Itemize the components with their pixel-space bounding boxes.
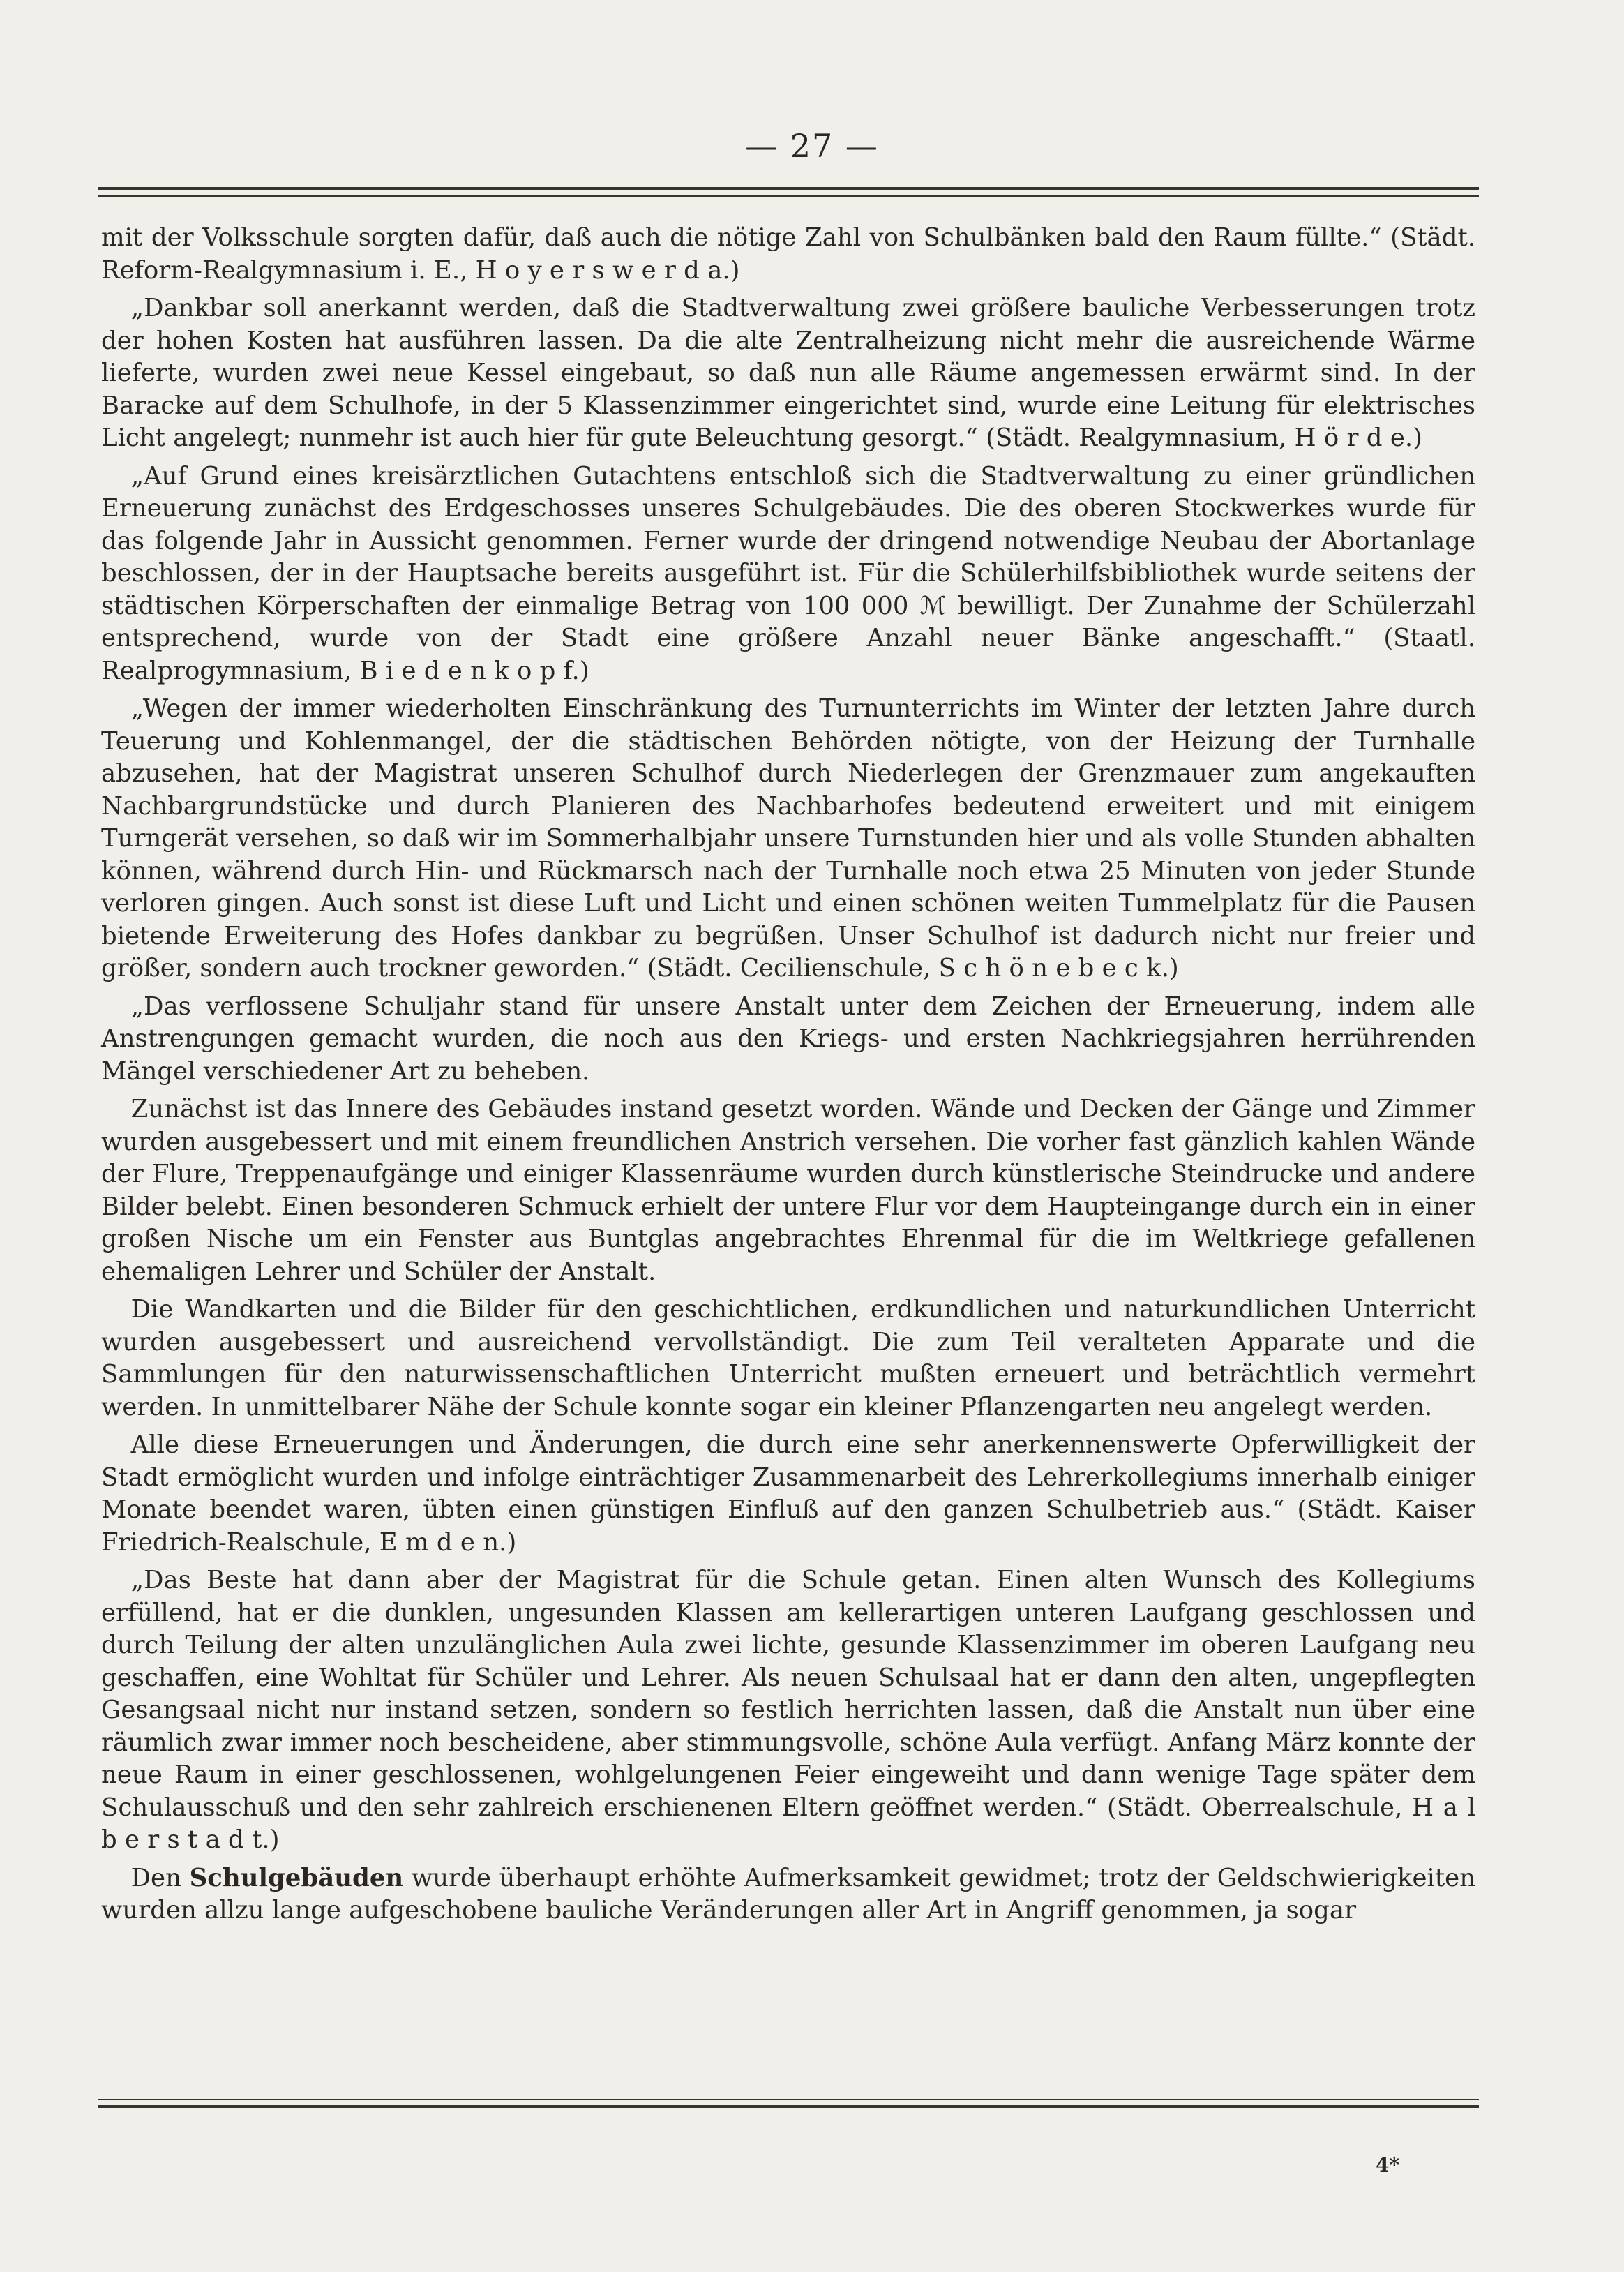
paragraph-1: mit der Volksschule sorgten dafür, daß auch die nötige Zahl von Schulbänken bald den Raum füllte.“ (Städt. Reform-Realgymnasium i. E., H o y e r s w e r d a.) xyxy=(101,223,1475,285)
paragraph-10-lead: Den xyxy=(130,1863,190,1892)
header-rule-thin xyxy=(98,195,1479,197)
header-rule-thick xyxy=(98,187,1479,190)
page-number: — 27 — xyxy=(745,127,879,165)
body-text xyxy=(101,222,1475,1933)
paragraph-5: „Das verflossene Schuljahr stand für unsere Anstalt unter dem Zeichen der Erneuerung, indem alle Anstrengungen gemacht wurden, die noch aus den Kriegs- und ersten Nachkriegsjahren herrührenden Mängel verschiedener Art zu beheben. xyxy=(101,992,1475,1086)
footer-rule-thick xyxy=(98,2105,1479,2108)
footer-rule-thin xyxy=(98,2099,1479,2100)
paragraph-8: Alle diese Erneuerungen und Änderungen, die durch eine sehr anerkennenswerte Opferwilligkeit der Stadt ermöglicht wurden und infolge einträchtiger Zusammenarbeit des Lehrerkollegiums innerhalb einiger Monate beendet waren, übten einen günstigen Einfluß auf den ganzen Schulbetrieb aus.“ (Städt. Kaiser Friedrich-Realschule, E m d e n.) xyxy=(101,1430,1475,1557)
signature-mark: 4* xyxy=(1376,2153,1400,2176)
paragraph-10-rest: wurde überhaupt erhöhte Aufmerksamkeit gewidmet; trotz der Geldschwierigkeiten wurden allzu lange aufgeschobene bauliche Veränderungen aller Art in Angriff genommen, ja sogar xyxy=(101,1863,1475,1925)
paragraph-10-bold: Schulgebäuden xyxy=(189,1863,404,1892)
paragraph-2: „Dankbar soll anerkannt werden, daß die Stadtverwaltung zwei größere bauliche Verbesserungen trotz der hohen Kosten hat ausführen lassen. Da die alte Zentralheizung nicht mehr die ausreichende Wärme lieferte, wurden zwei neue Kessel eingebaut, so daß nun alle Räume angemessen erwärmt sind. In der Baracke auf dem Schulhofe, in der 5 Klassenzimmer eingerichtet sind, wurde eine Leitung für elektrisches Licht angelegt; nunmehr ist auch hier für gute Beleuchtung gesorgt.“ (Städt. Realgymnasium, H ö r d e.) xyxy=(101,294,1475,452)
paragraph-7: Die Wandkarten und die Bilder für den geschichtlichen, erdkundlichen und naturkundlichen Unterricht wurden ausgebessert und ausreichend vervollständigt. Die zum Teil veralteten Apparate und die Sammlungen für den naturwissenschaftlichen Unterricht mußten erneuert und beträchtlich vermehrt werden. In unmittelbarer Nähe der Schule konnte sogar ein kleiner Pflanzengarten neu angelegt werden. xyxy=(101,1295,1475,1421)
paragraph-3: „Auf Grund eines kreisärztlichen Gutachtens entschloß sich die Stadtverwaltung zu einer gründlichen Erneuerung zunächst des Erdgeschosses unseres Schulgebäudes. Die des oberen Stockwerkes wurde für das folgende Jahr in Aussicht genommen. Ferner wurde der dringend notwendige Neubau der Abortanlage beschlossen, der in der Hauptsache bereits ausgeführt ist. Für die Schülerhilfsbibliothek wurde seitens der städtischen Körperschaften der einmalige Betrag von 100 000 ℳ bewilligt. Der Zunahme der Schülerzahl entsprechend, wurde von der Stadt eine größere Anzahl neuer Bänke angeschafft.“ (Staatl. Realprogymnasium, B i e d e n k o p f.) xyxy=(101,461,1475,685)
paragraph-6: Zunächst ist das Innere des Gebäudes instand gesetzt worden. Wände und Decken der Gänge und Zimmer wurden ausgebessert und mit einem freundlichen Anstrich versehen. Die vorher fast gänzlich kahlen Wände der Flure, Treppenaufgänge und einiger Klassenräume wurden durch künstlerische Steindrucke und andere Bilder belebt. Einen besonderen Schmuck erhielt der untere Flur vor dem Haupteingange durch ein in einer großen Nische um ein Fenster aus Buntglas angebrachtes Ehrenmal für die im Weltkriege gefallenen ehemaligen Lehrer und Schüler der Anstalt. xyxy=(101,1095,1475,1286)
paragraph-10 xyxy=(101,1862,1475,1927)
paragraph-9: „Das Beste hat dann aber der Magistrat für die Schule getan. Einen alten Wunsch des Kollegiums erfüllend, hat er die dunklen, ungesunden Klassen am kellerartigen unteren Laufgang geschlossen und durch Teilung der alten unzulänglichen Aula zwei lichte, gesunde Klassenzimmer im oberen Laufgang neu geschaffen, eine Wohltat für Schüler und Lehrer. Als neuen Schulsaal hat er dann den alten, ungepflegten Gesangsaal nicht nur instand setzen, sondern so festlich herrichten lassen, daß die Anstalt nun über eine räumlich zwar immer noch bescheidene, aber stimmungsvolle, schöne Aula verfügt. Anfang März konnte der neue Raum in einer geschlossenen, wohlgelungenen Feier eingeweiht und dann wenige Tage später dem Schulausschuß und den sehr zahlreich erschienenen Eltern geöffnet werden.“ (Städt. Oberrealschule, H a l b e r s t a d t.) xyxy=(101,1566,1475,1854)
paragraph-4: „Wegen der immer wiederholten Einschränkung des Turnunterrichts im Winter der letzten Jahre durch Teuerung und Kohlenmangel, der die städtischen Behörden nötigte, von der Heizung der Turnhalle abzusehen, hat der Magistrat unseren Schulhof durch Niederlegen der Grenzmauer zum angekauften Nachbargrundstücke und durch Planieren des Nachbarhofes bedeutend erweitert und mit einigem Turngerät versehen, so daß wir im Sommerhalbjahr unsere Turnstunden hier und als volle Stunden abhalten können, während durch Hin- und Rückmarsch nach der Turnhalle noch etwa 25 Minuten von jeder Stunde verloren gingen. Auch sonst ist diese Luft und Licht und einen schönen weiten Tummelplatz für die Pausen bietende Erweiterung des Hofes dankbar zu begrüßen. Unser Schulhof ist dadurch nicht nur freier und größer, sondern auch trockner geworden.“ (Städt. Cecilienschule, S c h ö n e b e c k.) xyxy=(101,694,1475,982)
